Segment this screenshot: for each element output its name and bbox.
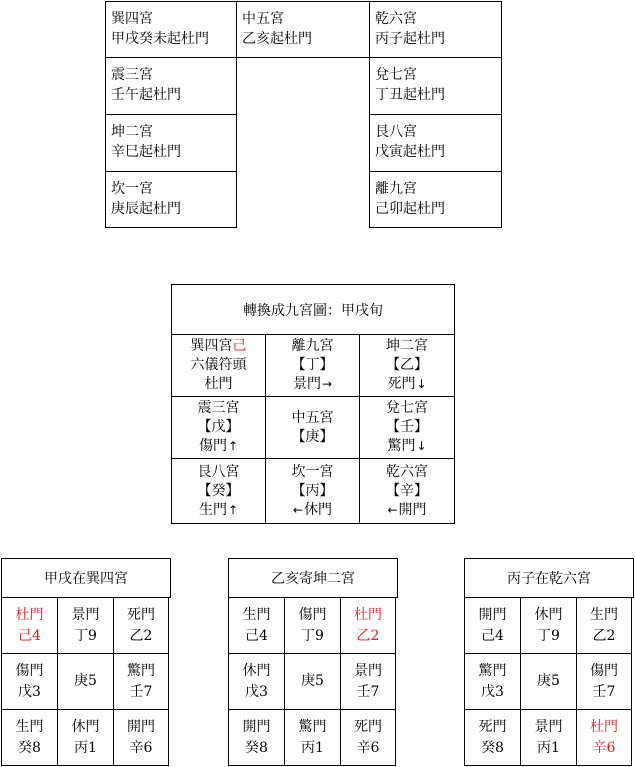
stem-number: 癸8 — [481, 739, 504, 756]
stem-label: 【壬】 — [386, 419, 428, 435]
door-label — [199, 437, 238, 456]
stem-number: 乙2 — [356, 627, 380, 644]
door-name: 開門 — [127, 718, 155, 735]
door-name: 景門 — [354, 662, 382, 679]
door-name: 傷門 — [15, 662, 44, 679]
palace-name: 乾六宮 — [375, 11, 417, 27]
door-label — [293, 501, 332, 520]
door-name: 驚門 — [127, 662, 155, 679]
stem-label: 【丙】 — [291, 482, 334, 499]
stem-number: 乙2 — [129, 627, 153, 644]
door-label — [387, 501, 426, 520]
door-label — [387, 437, 426, 456]
door-name: 死門 — [387, 376, 416, 392]
palace-rule: 庚辰起杜門 — [111, 201, 181, 217]
palace-name — [191, 337, 247, 356]
door-label — [387, 375, 426, 394]
door-name: 傷門 — [198, 438, 227, 454]
palace-name — [198, 463, 240, 482]
palace-rule: 甲戌癸未起杜門 — [111, 31, 209, 47]
nine-palace-cell — [359, 396, 455, 459]
palace-cell — [113, 709, 169, 766]
palace-cell — [576, 653, 632, 710]
door-name: 驚門 — [478, 662, 507, 679]
door-name: 生門 — [590, 606, 618, 623]
arrow-up-icon: ↑ — [227, 502, 239, 517]
stem-number: 庚5 — [74, 673, 97, 689]
door-name: 休門 — [242, 662, 271, 679]
nine-palace-cell — [171, 334, 266, 397]
palace-rule: 己卯起杜門 — [375, 201, 445, 217]
door-name: 驚門 — [387, 438, 416, 454]
palace-name: 艮八宮 — [375, 124, 417, 140]
stem-number: 丙1 — [74, 739, 97, 756]
top-cell-kun2 — [105, 114, 237, 172]
nine-palace-cell — [171, 458, 266, 524]
stem-number: 辛6 — [592, 739, 616, 756]
palace-cell — [228, 653, 285, 710]
stem-label: 【癸】 — [197, 482, 240, 499]
stem-number: 己4 — [18, 627, 41, 644]
stem-number: 戊3 — [245, 683, 268, 700]
palace-cell — [228, 597, 285, 654]
stem-number: 庚5 — [301, 673, 324, 689]
palace-cell — [1, 653, 58, 710]
top-cell-dui7 — [369, 57, 502, 115]
arrow-up-icon: ↑ — [227, 439, 239, 453]
door-name: 景門 — [292, 376, 321, 392]
palace-rule: 丙子起杜門 — [375, 31, 445, 47]
door-label — [199, 501, 238, 520]
arrow-down-icon: ↓ — [416, 377, 427, 391]
palace-cell — [57, 653, 114, 710]
stem-number: 癸8 — [245, 739, 268, 756]
door-name: 死門 — [127, 606, 155, 623]
palace-name-text: 離九宮 — [291, 338, 334, 354]
stem-number: 壬7 — [592, 683, 616, 700]
palace-name — [386, 399, 428, 418]
stem-number: 己4 — [481, 627, 504, 644]
palace-cell — [1, 597, 58, 654]
stem-number: 壬7 — [356, 683, 380, 700]
palace-name-text: 坎一宮 — [291, 463, 334, 480]
top-cell-zhen3 — [105, 57, 237, 115]
palace-rule: 辛巳起杜門 — [111, 144, 181, 160]
palace-cell — [340, 597, 396, 654]
chart-title-box — [228, 558, 398, 598]
top-cell-qian6 — [369, 1, 502, 58]
door-name: 休門 — [304, 501, 333, 518]
stem-label: 【戊】 — [197, 419, 240, 435]
palace-name: 坤二宮 — [111, 124, 153, 140]
chart-title: 乙亥寄坤二宮 — [271, 571, 355, 587]
stem-label: 【乙】 — [386, 357, 428, 373]
palace-cell — [284, 709, 341, 766]
stem-number: 戊3 — [481, 683, 504, 700]
palace-cell — [340, 709, 396, 766]
palace-name-text: 兌七宮 — [386, 400, 428, 416]
stem-number: 癸8 — [18, 739, 41, 756]
nine-palace-cell — [265, 396, 360, 459]
door-name: 杜門 — [354, 606, 382, 623]
chart-title: 甲戌在巽四宮 — [44, 571, 128, 587]
nine-palace-cell — [265, 334, 360, 397]
palace-cell — [464, 597, 521, 654]
stem-label: 【丁】 — [291, 357, 334, 373]
palace-name: 震三宮 — [111, 67, 153, 83]
door-name: 開門 — [478, 606, 507, 623]
palace-cell — [340, 653, 396, 710]
highlight-stem: 己 — [232, 338, 247, 354]
arrow-right-icon: → — [321, 377, 333, 391]
palace-name — [386, 463, 428, 482]
door-name: 死門 — [478, 718, 507, 735]
door-name: 生門 — [15, 718, 44, 735]
door-name: 生門 — [198, 501, 227, 518]
palace-cell — [464, 653, 521, 710]
stem-number: 戊3 — [18, 683, 41, 700]
nine-palace-cell — [359, 334, 455, 397]
top-cell-zhong5 — [236, 1, 370, 58]
top-cell-li9 — [369, 171, 502, 228]
palace-rule: 丁丑起杜門 — [375, 87, 445, 103]
palace-cell — [464, 709, 521, 766]
palace-name — [292, 463, 334, 482]
stem-number: 丙1 — [301, 739, 324, 756]
palace-rule: 乙亥起杜門 — [242, 31, 312, 47]
stem-label: 【辛】 — [386, 482, 428, 499]
palace-cell — [1, 709, 58, 766]
top-cell-xun4 — [105, 1, 237, 58]
palace-name-text: 巽四宮 — [190, 338, 233, 354]
stem-number: 辛6 — [356, 739, 380, 756]
door-name: 杜門 — [204, 376, 233, 392]
palace-cell — [520, 709, 577, 766]
arrow-left-icon: ← — [387, 502, 398, 517]
palace-name-text: 乾六宮 — [386, 463, 428, 480]
chart-title: 丙子在乾六宮 — [507, 571, 591, 587]
stem-number: 丙1 — [537, 739, 560, 756]
door-name: 休門 — [71, 718, 100, 735]
palace-name-text: 艮八宮 — [197, 463, 240, 480]
palace-cell — [576, 709, 632, 766]
stem-number: 辛6 — [129, 739, 153, 756]
door-name: 傷門 — [590, 662, 618, 679]
arrow-left-icon: ← — [292, 502, 304, 517]
palace-rule: 壬午起杜門 — [111, 87, 181, 103]
door-name: 景門 — [71, 606, 100, 623]
stem-label: 【庚】 — [291, 428, 334, 445]
palace-name — [292, 409, 334, 428]
palace-rule: 戊寅起杜門 — [375, 144, 445, 160]
palace-cell — [113, 653, 169, 710]
palace-cell — [520, 653, 577, 710]
nine-palace-title — [171, 284, 455, 335]
palace-cell — [57, 597, 114, 654]
door-name: 杜門 — [590, 718, 618, 735]
door-name: 傷門 — [298, 606, 327, 623]
door-name: 死門 — [354, 718, 382, 735]
stem-number: 丁9 — [74, 627, 97, 644]
stem-number: 乙2 — [592, 627, 616, 644]
palace-cell — [284, 653, 341, 710]
palace-cell — [113, 597, 169, 654]
stem-number: 庚5 — [537, 673, 560, 689]
door-name: 開門 — [398, 501, 427, 518]
palace-name-text: 中五宮 — [291, 409, 334, 426]
arrow-down-icon: ↓ — [416, 439, 427, 453]
palace-cell — [57, 709, 114, 766]
stem-number: 己4 — [245, 627, 268, 644]
palace-name: 離九宮 — [375, 181, 417, 197]
chart-title-box — [1, 558, 171, 598]
palace-cell — [228, 709, 285, 766]
door-name: 開門 — [242, 718, 271, 735]
palace-name: 中五宮 — [242, 11, 284, 27]
stem-number: 丁9 — [301, 627, 324, 644]
palace-name: 兌七宮 — [375, 67, 417, 83]
chart-title-box — [464, 558, 634, 598]
palace-cell — [284, 597, 341, 654]
palace-cell — [520, 597, 577, 654]
stem-number: 壬7 — [129, 683, 153, 700]
stem-number: 丁9 — [537, 627, 560, 644]
palace-name — [292, 337, 334, 356]
top-cell-gen8 — [369, 114, 502, 172]
palace-name-text: 震三宮 — [197, 400, 240, 416]
door-name: 景門 — [534, 718, 563, 735]
palace-name: 巽四宮 — [111, 11, 153, 27]
door-name: 生門 — [242, 606, 271, 623]
nine-palace-title-text: 轉換成九宮圖：甲戌旬 — [243, 302, 383, 319]
palace-name — [386, 337, 428, 356]
nine-palace-cell — [265, 458, 360, 524]
palace-name — [198, 399, 240, 418]
nine-palace-cell — [359, 458, 455, 524]
door-name: 驚門 — [298, 718, 327, 735]
palace-name: 坎一宮 — [111, 181, 153, 197]
door-name: 杜門 — [15, 606, 44, 623]
palace-name-text: 坤二宮 — [386, 338, 428, 354]
stem-label: 六儀符頭 — [190, 357, 247, 373]
palace-cell — [576, 597, 632, 654]
door-label — [293, 375, 332, 394]
top-cell-kan1 — [105, 171, 237, 228]
nine-palace-cell — [171, 396, 266, 459]
door-label — [205, 375, 233, 394]
door-name: 休門 — [534, 606, 563, 623]
